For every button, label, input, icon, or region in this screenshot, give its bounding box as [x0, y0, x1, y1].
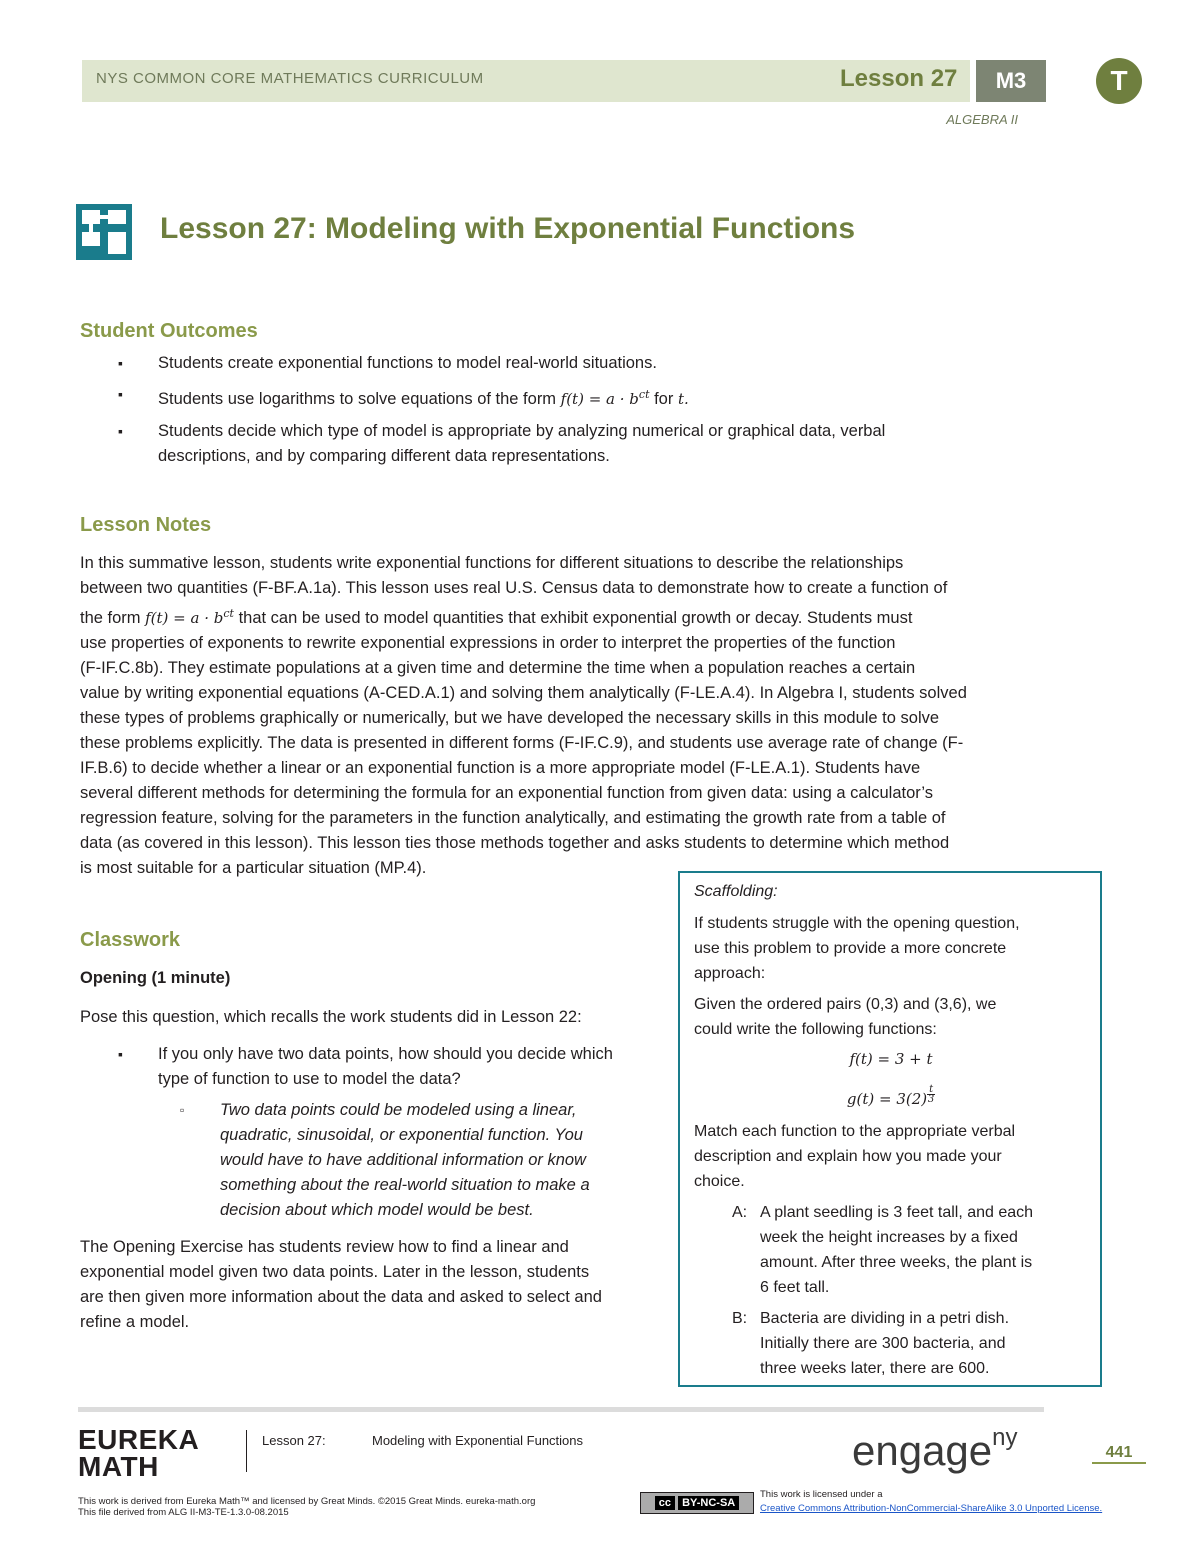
answer-item [80, 1098, 670, 1223]
outcome-text: Students decide which type of model is appropriate by analyzing numerical or graphical data, verbal [158, 422, 886, 440]
outcome-text: for [654, 390, 674, 408]
notes-line: regression feature, solving for the parameters in the function analytically, and estimating the growth rate from a table of [80, 809, 946, 827]
list-item [80, 1042, 670, 1092]
scaffolding-line: use this problem to provide a more concrete [694, 940, 1007, 957]
variable: t. [677, 390, 689, 408]
notes-line: IF.B.6) to decide whether a linear or an exponential function is a more appropriate model (F-LE.A.1). Students have [80, 759, 921, 777]
scaffolding-option-a [694, 1200, 1088, 1300]
function-f [694, 1047, 1088, 1072]
curriculum-name: NYS COMMON CORE MATHEMATICS CURRICULUM [96, 70, 484, 87]
formula-exponent: ct [638, 388, 650, 401]
formula-base: f(t) = a · b [145, 609, 224, 627]
scaffolding-line: If students struggle with the opening question, [694, 915, 1020, 932]
question-line: type of function to use to model the data? [158, 1070, 461, 1088]
list-item [80, 413, 1040, 444]
license-link[interactable]: Creative Commons Attribution-NonCommercial-ShareAlike 3.0 Unported License. [760, 1503, 1103, 1514]
option-label: B: [732, 1310, 748, 1327]
scaffolding-match [694, 1119, 1088, 1194]
notes-line: several different methods for determining the formula for an exponential function from given data: using a calculator’s [80, 784, 933, 802]
scaffolding-given [694, 992, 1088, 1042]
page-number: 441 [1092, 1444, 1146, 1464]
notes-line: is most suitable for a particular situation (MP.4). [80, 859, 427, 877]
teacher-badge: T [1096, 58, 1142, 104]
option-line: week the height increases by a fixed [760, 1229, 1018, 1246]
footer-lesson-title: Modeling with Exponential Functions [372, 1433, 584, 1448]
outcome-text: Students create exponential functions to model real-world situations. [158, 354, 657, 372]
page-title: Lesson 27: Modeling with Exponential Functions [160, 212, 856, 245]
exponent-denominator: 3 [927, 1094, 935, 1105]
option-line: Bacteria are dividing in a petri dish. [760, 1310, 1010, 1327]
subject-label: ALGEBRA II [946, 112, 1018, 127]
notes-line: these types of problems graphically or numerically, but we have developed the necessary skills in this module to solve [80, 709, 940, 727]
answer-line: something about the real-world situation to make a [220, 1176, 590, 1194]
exponent-numerator: t [929, 1084, 934, 1095]
answer-line: decision about which model would be best. [220, 1201, 534, 1219]
notes-paragraph [80, 551, 1050, 881]
function-g-text: g(t) = 3(2) [846, 1090, 928, 1108]
logo-line: MATH [78, 1451, 159, 1482]
footer-separator [246, 1430, 247, 1472]
file-notice: This file derived from ALG II-M3-TE-1.3.0-08.2015 [78, 1507, 289, 1518]
scaffolding-box [678, 871, 1102, 1387]
sub-bullet-icon: ▫ [180, 1103, 185, 1117]
scaffolding-line: could write the following functions: [694, 1021, 937, 1038]
scaffolding-intro [694, 911, 1088, 986]
notes-line [80, 601, 1050, 631]
question-item [80, 1042, 670, 1092]
notes-line: value by writing exponential equations (A-CED.A.1) and solving them analytically (F-LE.A.4). In Algebra I, students solved [80, 684, 967, 702]
scaffolding-line: Given the ordered pairs (0,3) and (3,6), we [694, 996, 997, 1013]
outcomes-list [80, 351, 1040, 469]
license-notice: This work is licensed under a [760, 1489, 883, 1500]
notes-line: In this summative lesson, students write exponential functions for different situations to describe the relationships [80, 554, 904, 572]
formula-base: f(t) = a · b [560, 390, 639, 408]
closing-line: The Opening Exercise has students review how to find a linear and [80, 1238, 569, 1256]
option-line: Initially there are 300 bacteria, and [760, 1335, 1006, 1352]
bullet-icon: ▪ [118, 423, 123, 439]
scaffolding-line: Match each function to the appropriate verbal [694, 1123, 1016, 1140]
scaffolding-option-b [694, 1306, 1088, 1381]
footer-divider [78, 1407, 1044, 1412]
function-f-text: f(t) = 3 + t [849, 1050, 933, 1068]
option-line: 6 feet tall. [760, 1279, 830, 1296]
list-item-continued [80, 444, 1040, 469]
engage-sup: ny [992, 1424, 1018, 1451]
engage-text: engage [852, 1427, 993, 1474]
outcome-text: descriptions, and by comparing different data representations. [158, 447, 610, 465]
module-badge: M3 [976, 60, 1046, 102]
scaffolding-heading: Scaffolding: [694, 883, 778, 900]
bullet-icon: ▪ [118, 355, 123, 371]
list-item [80, 1098, 670, 1223]
bullet-icon: ▪ [118, 386, 123, 402]
cc-text: BY-NC-SA [678, 1496, 739, 1510]
option-line: three weeks later, there are 600. [760, 1360, 990, 1377]
eureka-math-logo [78, 1426, 199, 1480]
scaffolding-line: approach: [694, 965, 766, 982]
notes-line: between two quantities (F-BF.A.1a). This lesson uses real U.S. Census data to demonstrate how to create a function of [80, 579, 948, 597]
notes-line: data (as covered in this lesson). This lesson ties those methods together and asks students to determine which method [80, 834, 950, 852]
formula [561, 390, 650, 408]
classwork-heading: Classwork [80, 929, 181, 951]
notes-text: that can be used to model quantities that exhibit exponential growth or decay. Students must [238, 609, 913, 627]
closing-paragraph [80, 1235, 670, 1335]
engageny-logo [852, 1424, 1018, 1475]
list-item [80, 351, 1040, 376]
outcomes-heading: Student Outcomes [80, 320, 258, 342]
footer-lesson: Lesson 27: [262, 1433, 326, 1448]
answer-line: Two data points could be modeled using a linear, [220, 1101, 577, 1119]
notes-line: these problems explicitly. The data is presented in different forms (F-IF.C.9), and students use average rate of change (F- [80, 734, 964, 752]
lesson-icon [76, 204, 132, 260]
option-label: A: [732, 1204, 748, 1221]
answer-line: would have to have additional information or know [220, 1151, 586, 1169]
function-g [694, 1085, 1088, 1112]
notes-line: use properties of exponents to rewrite exponential expressions in order to interpret the properties of the function [80, 634, 896, 652]
closing-line: exponential model given two data points. Later in the lesson, students [80, 1263, 590, 1281]
function-g-exponent [927, 1085, 935, 1104]
scaffolding-line: description and explain how you made your [694, 1148, 1002, 1165]
notes-line: (F-IF.C.8b). They estimate populations at a given time and determine the time when a population reaches a certain [80, 659, 916, 677]
derived-notice: This work is derived from Eureka Math™ and licensed by Great Minds. ©2015 Great Minds. eureka-math.org [78, 1496, 536, 1507]
pose-text: Pose this question, which recalls the work students did in Lesson 22: [80, 1008, 582, 1026]
logo-line: EUREKA [78, 1424, 200, 1455]
option-line: A plant seedling is 3 feet tall, and each [760, 1204, 1034, 1221]
outcome-text: Students use logarithms to solve equations of the form [158, 390, 557, 408]
cc-license-badge[interactable] [640, 1492, 754, 1514]
cc-icon: cc [655, 1496, 675, 1510]
question-line: If you only have two data points, how should you decide which [158, 1045, 613, 1063]
list-item [80, 376, 1040, 413]
formula [145, 609, 234, 627]
bullet-icon: ▪ [118, 1046, 123, 1062]
lesson-label: Lesson 27 [840, 65, 958, 92]
formula-exponent: ct [223, 607, 234, 620]
notes-heading: Lesson Notes [80, 514, 212, 536]
closing-line: refine a model. [80, 1313, 190, 1331]
closing-line: are then given more information about the data and asked to select and [80, 1288, 602, 1306]
opening-heading: Opening (1 minute) [80, 969, 231, 987]
answer-line: quadratic, sinusoidal, or exponential function. You [220, 1126, 583, 1144]
scaffolding-line: choice. [694, 1173, 745, 1190]
option-line: amount. After three weeks, the plant is [760, 1254, 1033, 1271]
notes-text: the form [80, 609, 141, 627]
